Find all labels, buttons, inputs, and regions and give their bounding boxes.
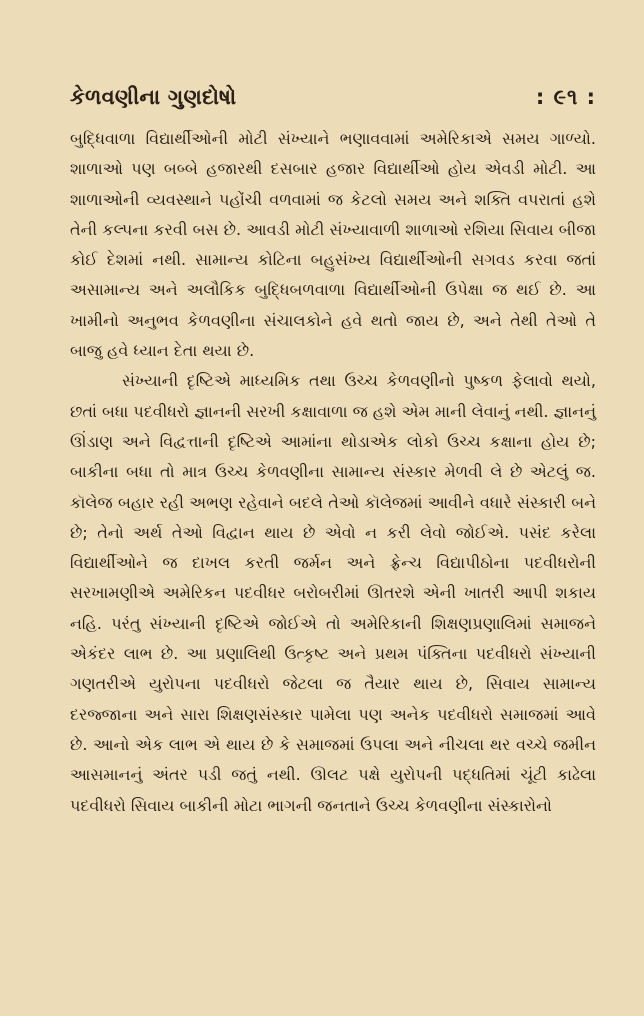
paragraph-1: બુદ્ધિવાળા વિદ્યાર્થીઓની મોટી સંખ્યાને ભણાવવામાં અમેરિકાએ સમય ગાળ્યો. શાળાઓ પણ બબ્બે હજારથી દસબાર હજાર વિદ્યાર્થીઓ હોય એવડી મોટી. આ શાળાઓની વ્યવસ્થાને પહોંચી વળવામાં જ કેટલો સમય અને શક્તિ વપરાતાં હશે તેની કલ્પના કરવી બસ છે. આવડી મોટી સંખ્યાવાળી શાળાઓ રશિયા સિવાય બીજા કોઈ દેશમાં નથી. સામાન્ય કોટિના બહુસંખ્ય વિદ્યાર્થીઓની સગવડ કરવા જતાં અસામાન્ય અને અલૌકિક બુદ્ધિબળવાળા વિદ્યાર્થીઓની ઉપેક્ષા જ થઈ છે. આ ખામીનો અનુભવ કેળવણીના સંચાલકોને હવે થતો જાય છે, અને તેથી તેઓ તે બાજુ હવે ધ્યાન દેતા થયા છે. [70, 129, 596, 361]
paragraph-2: સંખ્યાની દૃષ્ટિએ માધ્યમિક તથા ઉચ્ચ કેળવણીનો પુષ્કળ ફેલાવો થયો, છતાં બધા પદવીધરો જ્ઞાનની સરખી કક્ષાવાળા જ હશે એમ માની લેવાનું નથી. જ્ઞાનનું ઊંડાણ અને વિદ્વત્તાની દૃષ્ટિએ આમાંના થોડાએક લોકો ઉચ્ચ કક્ષાના હોય છે; બાકીના બધા તો માત્ર ઉચ્ચ કેળવણીના સામાન્ય સંસ્કાર મેળવી લે છે એટલું જ. કૉલેજ બહાર રહી અભણ રહેવાને બદલે તેઓ કૉલેજમાં આવીને વધારે સંસ્કારી બને છે; તેનો અર્થ તેઓ વિદ્વાન થાય છે એવો ન કરી લેવો જોઈએ. પસંદ કરેલા વિદ્યાર્થીઓને જ દાખલ કરતી જર્મન અને ફ્રેન્ચ વિદ્યાપીઠોના પદવીધરોની સરખામણીએ અમેરિકન પદવીધર બરોબરીમાં ઊતરશે એની ખાતરી આપી શકાય નહિ. પરંતુ સંખ્યાની દૃષ્ટિએ જોઈએ તો અમેરિકાની શિક્ષણપ્રણાલિમાં સમાજને એકંદર લાભ છે. આ પ્રણાલિથી ઉત્કૃષ્ટ અને પ્રથમ પંક્તિના પદવીધરો સંખ્યાની ગણતરીએ યુરોપના પદવીધરો જેટલા જ તૈયાર થાય છે, સિવાય સામાન્ય દરજ્જાના અને સારા શિક્ષણસંસ્કાર પામેલા પણ અનેક પદવીધરો સમાજમાં આવે છે. આનો એક લાભ એ થાય છે કે સમાજમાં ઉપલા અને નીચલા થર વચ્ચે જમીન આસમાનનું અંતર પડી જતું નથી. ઊલટ પક્ષે યુરોપની પદ્ધતિમાં ચૂંટી કાઢેલા પદવીધરો સિવાય બાકીની મોટા ભાગની જનતાને ઉચ્ચ કેળવણીના સંસ્કારોનો [70, 371, 596, 815]
page-number: : ૯૧ : [535, 84, 596, 109]
running-title: કેળવણીના ગુણદોષો [70, 84, 237, 109]
body-text [70, 124, 596, 821]
page-header [70, 80, 596, 114]
